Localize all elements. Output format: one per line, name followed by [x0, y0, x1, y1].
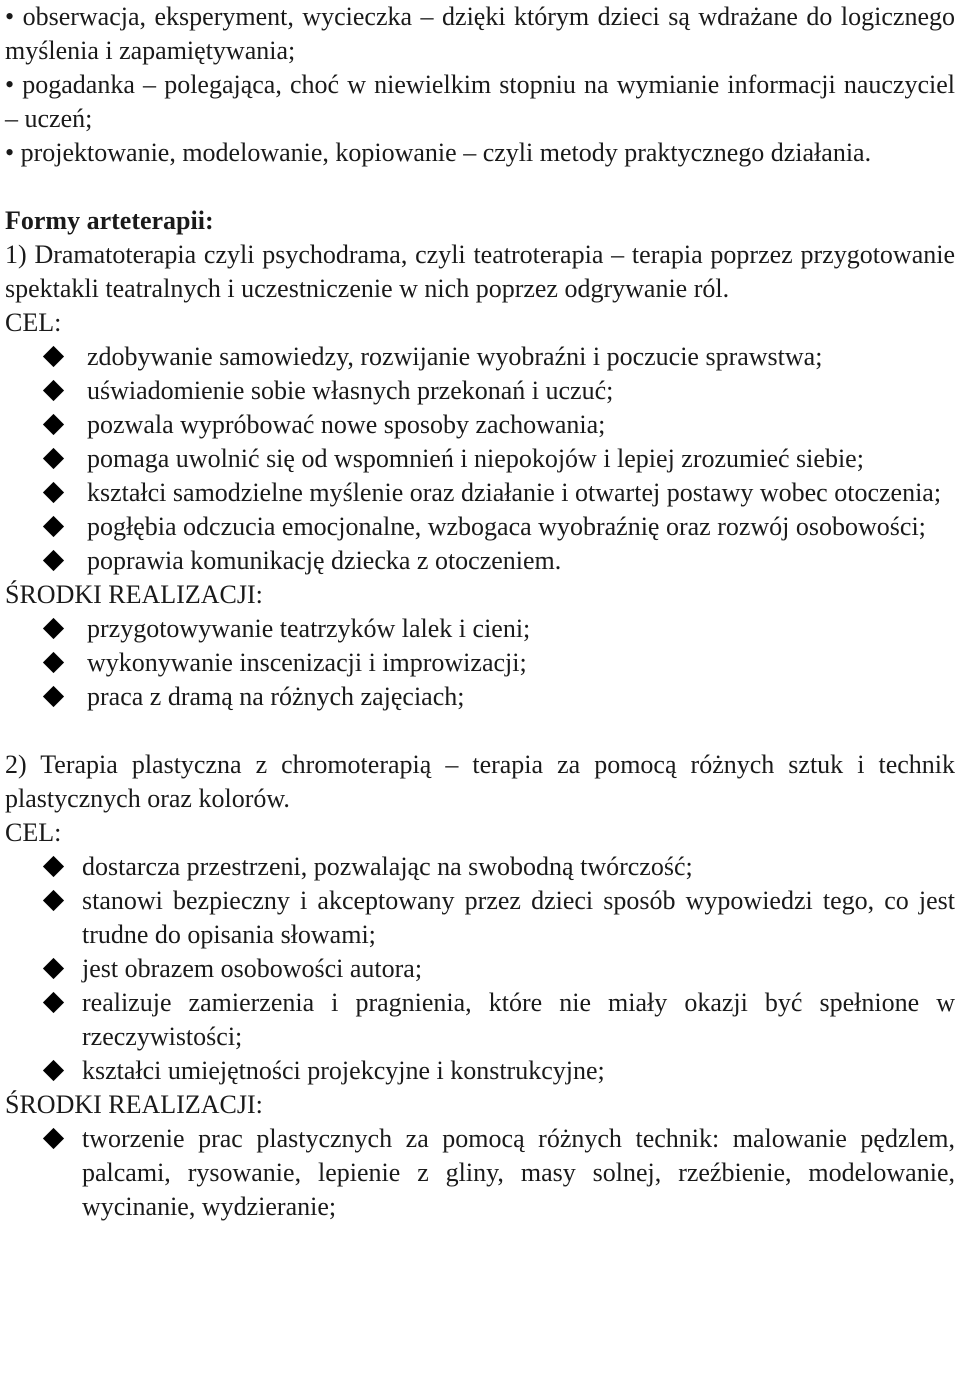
- list-item: uświadomienie sobie własnych przekonań i uczuć;: [45, 374, 955, 408]
- diamond-bullet-icon: [43, 516, 64, 537]
- diamond-bullet-icon: [43, 414, 64, 435]
- forms-heading: Formy arteterapii:: [5, 206, 214, 235]
- list-item: zdobywanie samowiedzy, rozwijanie wyobraźni i poczucie sprawstwa;: [45, 340, 955, 374]
- diamond-bullet-icon: [43, 380, 64, 401]
- list-item: tworzenie prac plastycznych za pomocą różnych technik: malowanie pędzlem, palcami, rysowanie, lepienie z gliny, masy solnej, rzeźbienie, modelowanie, wycinanie, wydzieranie;: [45, 1122, 955, 1224]
- diamond-bullet-icon: [43, 890, 64, 911]
- diamond-bullet-icon: [43, 482, 64, 503]
- diamond-bullet-icon: [43, 1128, 64, 1149]
- list-item: poprawia komunikację dziecka z otoczeniem.: [45, 544, 955, 578]
- spacer: [5, 714, 955, 748]
- list-item: realizuje zamierzenia i pragnienia, które nie miały okazji być spełnione w rzeczywistości;: [45, 986, 955, 1054]
- section1-intro: 1) Dramatoterapia czyli psychodrama, czyli teatroterapia – terapia poprzez przygotowanie spektakli teatralnych i uczestniczenie w nich poprzez odgrywanie ról.: [5, 240, 955, 303]
- diamond-bullet-icon: [43, 958, 64, 979]
- diamond-bullet-icon: [43, 652, 64, 673]
- list-item: jest obrazem osobowości autora;: [45, 952, 955, 986]
- list-item: dostarcza przestrzeni, pozwalając na swobodną twórczość;: [45, 850, 955, 884]
- list-item: przygotowywanie teatrzyków lalek i cieni;: [45, 612, 955, 646]
- section2-goals-list: [5, 850, 955, 1088]
- section1-goals-list: [5, 340, 955, 578]
- list-item: praca z dramą na różnych zajęciach;: [45, 680, 955, 714]
- list-item: pogłębia odczucia emocjonalne, wzbogaca wyobraźnię oraz rozwój osobowości;: [45, 510, 955, 544]
- section2-goal-label: CEL:: [5, 818, 62, 847]
- list-item: kształci umiejętności projekcyjne i konstrukcyjne;: [45, 1054, 955, 1088]
- list-item: pozwala wypróbować nowe sposoby zachowania;: [45, 408, 955, 442]
- intro-bullet-3: • projektowanie, modelowanie, kopiowanie – czyli metody praktycznego działania.: [5, 138, 872, 167]
- diamond-bullet-icon: [43, 550, 64, 571]
- section2-means-list: [5, 1122, 955, 1224]
- diamond-bullet-icon: [43, 346, 64, 367]
- section2-intro: 2) Terapia plastyczna z chromoterapią – terapia za pomocą różnych sztuk i technik plastycznych oraz kolorów.: [5, 750, 955, 813]
- list-item: pomaga uwolnić się od wspomnień i niepokojów i lepiej zrozumieć siebie;: [45, 442, 955, 476]
- diamond-bullet-icon: [43, 856, 64, 877]
- section1-goal-label: CEL:: [5, 308, 62, 337]
- section1-means-label: ŚRODKI REALIZACJI:: [5, 580, 263, 609]
- section1-means-list: [5, 612, 955, 714]
- diamond-bullet-icon: [43, 448, 64, 469]
- list-item: wykonywanie inscenizacji i improwizacji;: [45, 646, 955, 680]
- list-item: stanowi bezpieczny i akceptowany przez dzieci sposób wypowiedzi tego, co jest trudne do opisania słowami;: [45, 884, 955, 952]
- diamond-bullet-icon: [43, 992, 64, 1013]
- list-item: kształci samodzielne myślenie oraz działanie i otwartej postawy wobec otoczenia;: [45, 476, 955, 510]
- diamond-bullet-icon: [43, 686, 64, 707]
- diamond-bullet-icon: [43, 1060, 64, 1081]
- section2-means-label: ŚRODKI REALIZACJI:: [5, 1090, 263, 1119]
- diamond-bullet-icon: [43, 618, 64, 639]
- intro-bullet-2: • pogadanka – polegająca, choć w niewielkim stopniu na wymianie informacji nauczyciel – uczeń;: [5, 70, 955, 133]
- intro-bullet-1: • obserwacja, eksperyment, wycieczka – dzięki którym dzieci są wdrażane do logicznego myślenia i zapamiętywania;: [5, 2, 955, 65]
